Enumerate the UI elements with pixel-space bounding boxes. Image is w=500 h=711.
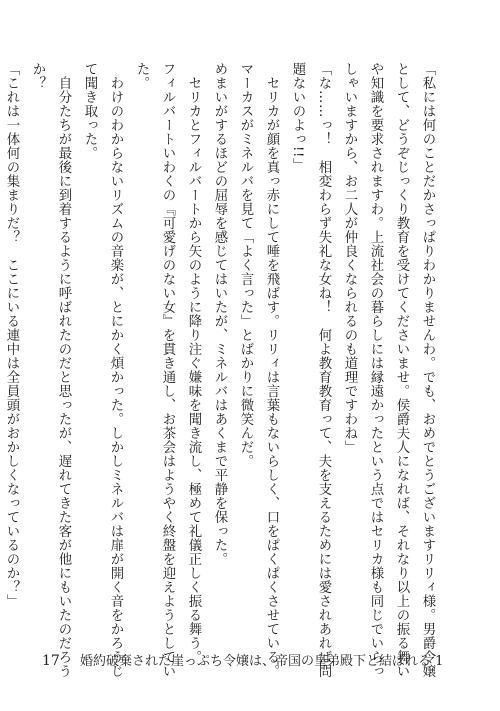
text-line: しゃいますから、お二人が仲良くなられるのも道理ですわね」 [342, 62, 357, 454]
text-line: 「な……っ！ 相変わらず失礼な女ね！ 何よ教育教育って、夫を支えるためには愛されあれば問 [316, 62, 331, 678]
text-line: セリカとフィルバートから矢のように降り注ぐ嫌味を聞き流し、極めて礼儀正しく振る舞う。 [186, 62, 201, 664]
text-line: マーカスがミネルバを見て「よく言った」とばかりに微笑んだ。 [238, 62, 253, 468]
text-line: 自分たちが最後に到着するように呼ばれたのだと思ったが、遅れてきた客が他にもいたのだろう [56, 62, 71, 678]
text-line: か？ [30, 62, 45, 90]
text-line: 「これは一体何の集まりだ？ ここにいる連中は全員頭がおかしくなっているのか？」 [4, 62, 19, 608]
text-line: として、どうぞじっくり教育を受けてくださいませ。侯爵夫人になれば、それなり以上の振る舞い [394, 62, 409, 678]
text-line: めまいがするほどの屈辱を感じてはいたが、ミネルバはあくまで平静を保った。 [212, 62, 227, 566]
text-line: や知識を要求されますわ。上流社会の暮らしには縁遠かったという点ではセリカ様も同じでいらっ [368, 62, 383, 678]
text-line: 題ないのよっ!!」 [290, 62, 305, 172]
text-line: た。 [134, 62, 149, 90]
page-number: 17 [42, 653, 60, 669]
text-line: 「私には何のことだかさっぱりわかりませんわ。でも、おめでとうございますリリィ様。男爵令嬢 [420, 62, 435, 678]
text-line: わけのわからないリズムの音楽が、とにかく煩かった。しかしミネルバは扉が開く音をかろうじ [108, 62, 123, 678]
running-title: 婚約破棄された崖っぷち令嬢は、帝国の皇弟殿下と結ばれる 1 [79, 654, 444, 669]
text-line: セリカが顔を真っ赤にして唾を飛ばす。リリィは言葉もないらしく、口をぱくぱくさせている。 [264, 62, 279, 678]
page-footer [42, 650, 443, 669]
text-line: フィルバートいわくの『可愛げのない女』を貫き通し、お茶会はようやく終盤を迎えようとしてい [160, 62, 175, 678]
text-line: て聞き取った。 [82, 62, 97, 160]
